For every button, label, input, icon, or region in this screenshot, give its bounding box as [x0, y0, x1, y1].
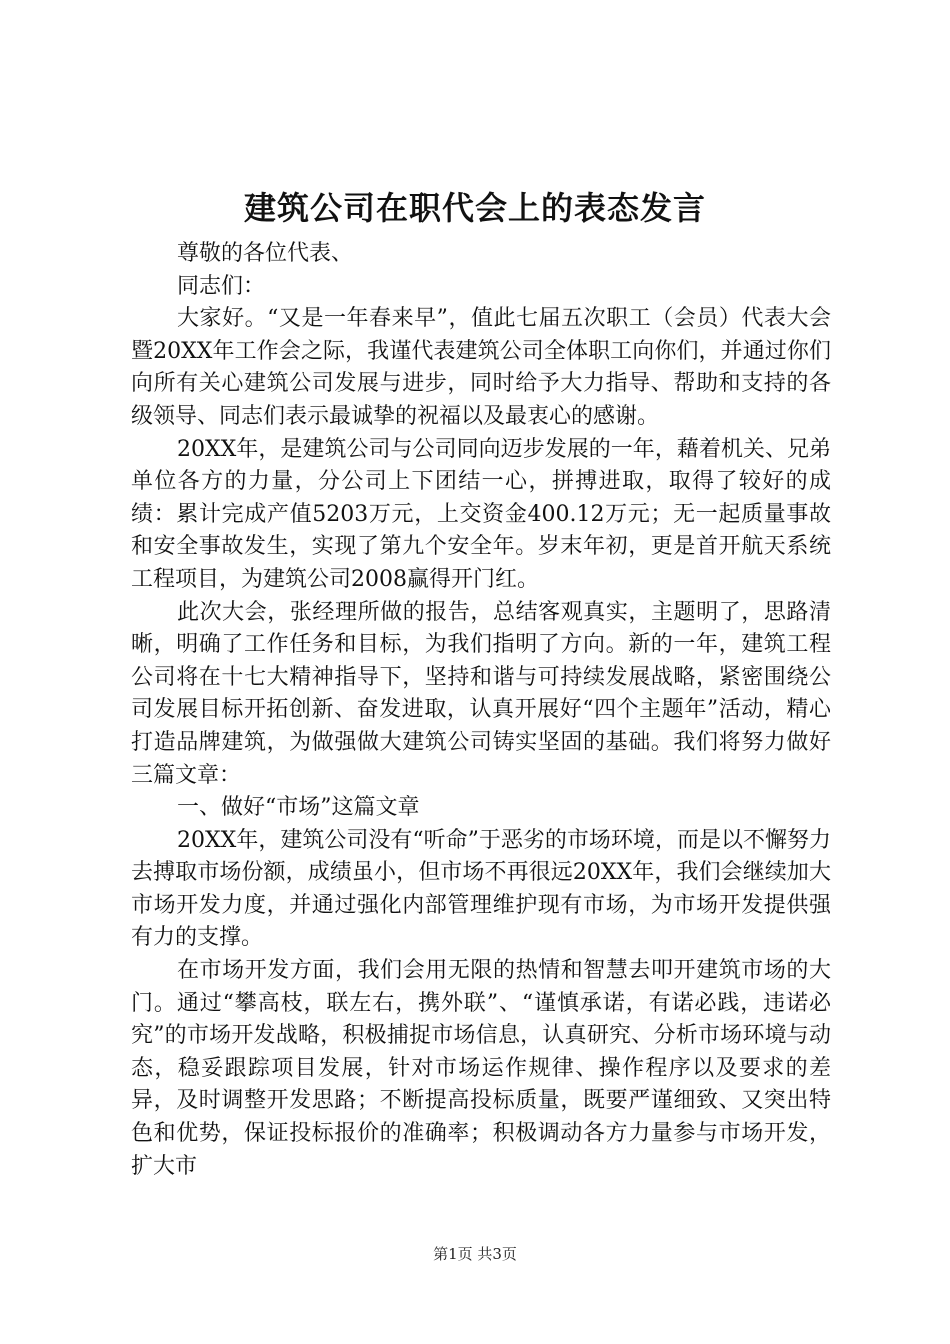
page-number-footer: 第1页 共3页 — [433, 1245, 517, 1263]
paragraph-report-response: 此次大会，张经理所做的报告，总结客观真实，主题明了，思路清晰，明确了工作任务和目标，为我们指明了方向。新的一年，建筑工程公司将在十七大精神指导下，坚持和谐与可持续发展战略，紧密围绕公司发展目标开拓创新、奋发进取，认真开展好“四个主题年”活动，精心打造品牌建筑，为做强做大建筑公司铸实坚固的基础。我们将努力做好三篇文章： — [131, 599, 831, 788]
salutation-line-1: 尊敬的各位代表、 — [177, 241, 354, 266]
paragraph-market-overview: 20XX年，建筑公司没有“听命”于恶劣的市场环境，而是以不懈努力去搏取市场份额，成绩虽小，但市场不再很远20XX年，我们会继续加大市场开发力度，并通过强化内部管理维护现有市场，为市场开发提供强有力的支撑。 — [131, 827, 831, 951]
section-heading-market: 一、做好“市场”这篇文章 — [177, 795, 420, 821]
paragraph-greeting: 大家好。“又是一年春来早”，值此七届五次职工（会员）代表大会暨20XX年工作会之际，我谨代表建筑公司全体职工向你们，并通过你们向所有关心建筑公司发展与进步，同时给予大力指导、帮助和支持的各级领导、同志们表示最诚挚的祝福以及最衷心的感谢。 — [131, 306, 831, 429]
salutation-line-2: 同志们： — [177, 273, 266, 299]
document-title: 建筑公司在职代会上的表态发言 — [243, 189, 706, 227]
document-body — [131, 238, 831, 1183]
paragraph-achievements: 20XX年，是建筑公司与公司同向迈步发展的一年，藉着机关、兄弟单位各方的力量，分公司上下团结一心，拼搏进取，取得了较好的成绩：累计完成产值5203万元，上交资金400.12万元；无一起质量事故和安全事故发生，实现了第九个安全年。岁末年初，更是首开航天系统工程项目，为建筑公司2008赢得开门红。 — [131, 436, 831, 592]
paragraph-market-development: 在市场开发方面，我们会用无限的热情和智慧去叩开建筑市场的大门。通过“攀高枝，联左右，携外联”、“谨慎承诺，有诺必践，违诺必究”的市场开发战略，积极捕捉市场信息，认真研究、分析市场环境与动态，稳妥跟踪项目发展，针对市场运作规律、操作程序以及要求的差异，及时调整开发思路；不断提高投标质量，既要严谨细致、又突出特色和优势，保证投标报价的准确率；积极调动各方力量参与市场开发，扩大市 — [131, 958, 831, 1179]
